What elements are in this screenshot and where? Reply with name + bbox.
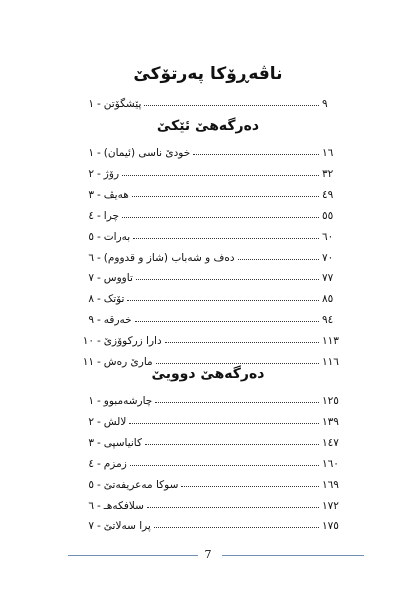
toc-entry-label: پرا سەلاتێ: [103, 520, 151, 533]
toc-entry-label: دەف و شەباب (شاز و قدووم): [103, 251, 235, 264]
toc-entry-label: سلافکەهـ: [103, 499, 144, 512]
toc-entry-dash: -: [97, 356, 101, 368]
toc-entry-page: ٩: [322, 98, 328, 110]
toc-entry-page: ١٣٩: [322, 415, 339, 428]
toc-entry-number: ١٠: [82, 335, 94, 348]
toc-entry[interactable]: [72, 329, 346, 347]
toc-entry-dash: -: [97, 188, 101, 201]
toc-entry-dash: -: [97, 230, 101, 243]
toc-entry-page: ١٧٢: [322, 499, 339, 512]
toc-entry-dash: -: [97, 272, 101, 285]
section-title-2: دەرگەهێ دوویێ: [151, 366, 265, 382]
toc-entry-page: ١٦٠: [322, 457, 339, 470]
dot-leader: [136, 278, 319, 280]
toc-entry[interactable]: [72, 410, 346, 428]
dot-leader: [145, 443, 319, 445]
toc-entry-number: ٧: [88, 520, 94, 533]
toc-entry-label: چرا: [103, 209, 119, 222]
toc-entry[interactable]: [72, 183, 346, 201]
toc-entry-dash: -: [97, 293, 101, 306]
toc-entry-label: خەرقە: [103, 314, 132, 327]
toc-entry-dash: -: [97, 436, 101, 449]
toc-entry-label: زمزم: [103, 457, 127, 470]
dot-leader: [127, 299, 319, 301]
toc-entry-number: ٢: [88, 167, 94, 180]
toc-entry-page: ٣٢: [322, 167, 334, 180]
toc-entry-page: ٨٥: [322, 293, 334, 306]
toc-entry-page: ٤٩: [322, 188, 334, 201]
toc-entry[interactable]: [72, 452, 346, 470]
toc-entry-label: رۆژ: [103, 167, 120, 180]
toc-entry-number: ١١: [82, 356, 94, 368]
toc-entry-label: مارێ رەش: [103, 356, 153, 368]
toc-entry-page: ٥٥: [322, 209, 334, 222]
section-title-1: دەرگەهێ ئێکێ: [156, 118, 260, 134]
toc-entry[interactable]: [72, 514, 346, 532]
toc-entry-dash: -: [97, 147, 101, 159]
dot-leader: [154, 526, 319, 528]
dot-leader: [147, 506, 319, 508]
toc-entry-dash: -: [97, 209, 101, 222]
toc-entry-label: کانیاسپی: [103, 436, 143, 449]
dot-leader: [156, 362, 319, 364]
toc-entry-label: دارا زرکوۆزێ: [103, 335, 162, 348]
toc-entry[interactable]: [72, 204, 346, 222]
page-number: 7: [204, 548, 212, 561]
toc-entry-number: ٦: [88, 251, 94, 264]
toc-entry[interactable]: [72, 287, 346, 305]
dot-leader: [129, 422, 319, 424]
toc-entry-page: ١٧٥: [322, 520, 339, 533]
toc-entry-dash: -: [97, 395, 101, 407]
dot-leader: [133, 237, 319, 239]
dot-leader: [132, 195, 319, 197]
toc-entry-number: ٨: [88, 293, 94, 306]
toc-entry-label: خودێ ناسی (ئیمان): [103, 147, 191, 159]
dot-leader: [193, 153, 319, 155]
toc-entry-number: ١: [88, 395, 94, 407]
dot-leader: [144, 104, 319, 106]
dot-leader: [130, 464, 319, 466]
toc-entry-label: چارشەمبوو: [103, 395, 153, 407]
toc-entry-page: ١١٦: [322, 356, 339, 368]
toc-entry-number: ٤: [88, 209, 94, 222]
dot-leader: [238, 258, 319, 260]
toc-entry-dash: -: [97, 335, 101, 348]
toc-entry[interactable]: [72, 141, 346, 159]
toc-entry-page: ١٦٩: [322, 478, 339, 491]
toc-entry-number: ٥: [88, 478, 94, 491]
toc-entry[interactable]: [72, 494, 346, 512]
toc-entry-dash: -: [97, 314, 101, 327]
toc-entry-label: تۆتک: [103, 293, 125, 306]
toc-entry-page: ١١٣: [322, 335, 339, 348]
toc-entry-number: ٣: [88, 436, 94, 449]
toc-entry-dash: -: [97, 167, 101, 180]
toc-entry-dash: -: [97, 499, 101, 512]
toc-entry-page: ٦٠: [322, 230, 334, 243]
dot-leader: [122, 216, 319, 218]
toc-entry-number: ٣: [88, 188, 94, 201]
toc-entry-number: ٤: [88, 457, 94, 470]
dot-leader: [181, 485, 319, 487]
toc-entry-dash: -: [97, 251, 101, 264]
toc-entry-dash: -: [97, 457, 101, 470]
toc-entry-label: بەرات: [103, 230, 131, 243]
toc-entry-page: ١٤٧: [322, 436, 339, 449]
toc-entry-label: لالش: [103, 415, 127, 428]
toc-entry[interactable]: [72, 162, 346, 180]
toc-entry[interactable]: [72, 266, 346, 284]
toc-entry-number: ٢: [88, 415, 94, 428]
toc-title: ناڤەڕۆکا پەرتۆکێ: [133, 64, 283, 84]
dot-leader: [122, 174, 319, 176]
toc-entry-page: ١٦: [322, 147, 334, 159]
toc-entry-label: هەیڤ: [103, 188, 129, 201]
toc-entry-dash: -: [97, 478, 101, 491]
toc-entry-number: ٦: [88, 499, 94, 512]
toc-entry-label: سوکا مەعریفەتێ: [103, 478, 179, 491]
toc-entry-label: پێشگۆتن: [103, 98, 142, 110]
dot-leader: [165, 341, 319, 343]
dot-leader: [135, 320, 319, 322]
toc-entry[interactable]: [72, 308, 346, 326]
toc-entry-dash: -: [97, 520, 101, 533]
toc-entry[interactable]: [72, 431, 346, 449]
dot-leader: [155, 401, 319, 403]
toc-entry-page: ٩٤: [322, 314, 334, 327]
toc-entry-page: ٧٧: [322, 272, 334, 285]
toc-entry-page: ٧٠: [322, 251, 334, 264]
toc-entry-page: ١٢٥: [322, 395, 339, 407]
toc-entry-dash: -: [97, 415, 101, 428]
toc-entry[interactable]: [72, 473, 346, 491]
toc-entry-number: ١: [88, 98, 94, 110]
toc-entry-intro[interactable]: [72, 92, 346, 110]
toc-entry-number: ٥: [88, 230, 94, 243]
toc-entry[interactable]: [72, 389, 346, 407]
toc-entry[interactable]: [72, 225, 346, 243]
toc-entry-number: ١: [88, 147, 94, 159]
toc-entry[interactable]: [72, 246, 346, 264]
toc-entry-number: ٧: [88, 272, 94, 285]
toc-entry-dash: -: [97, 98, 101, 110]
toc-entry-number: ٩: [88, 314, 94, 327]
toc-entry-label: تاووس: [103, 272, 133, 285]
